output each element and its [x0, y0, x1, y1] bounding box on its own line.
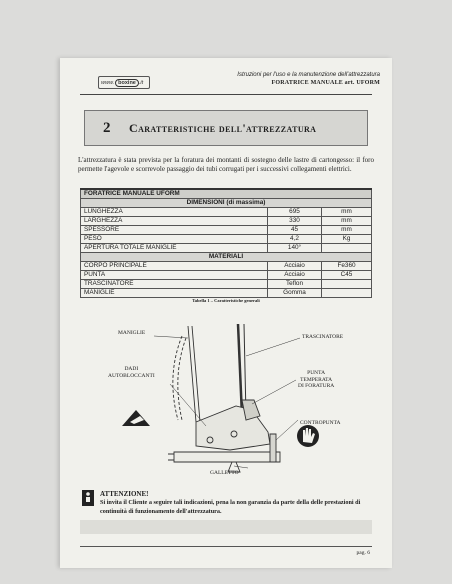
- gloves-required-icon: [297, 425, 319, 447]
- table-row: LARGHEZZA 330 mm: [81, 217, 372, 226]
- table-row: SPESSORE 45 mm: [81, 226, 372, 235]
- section-number: 2: [103, 119, 111, 136]
- tool-diagram: [70, 316, 382, 484]
- footer-band: [80, 520, 372, 534]
- table-row: TRASCINATORE Teflon: [81, 280, 372, 289]
- page-header: [80, 70, 380, 94]
- drill-illustration: [70, 316, 382, 484]
- label-trascinatore: TRASCINATORE: [302, 334, 344, 340]
- table-row: LUNGHEZZA 695 mm: [81, 208, 372, 217]
- label-maniglie: MANIGLIE: [118, 330, 146, 336]
- section-heading: [84, 110, 368, 146]
- hand-warning-icon: [122, 410, 150, 426]
- section-title: Caratteristiche dell'attrezzatura: [129, 120, 317, 135]
- handle-opening-arc: [173, 336, 182, 420]
- header-manual-title: Istruzioni per l'uso e la manutenzione dell'attrezzatura: [237, 72, 380, 78]
- table-row: PUNTA Acciaio C45: [81, 271, 372, 280]
- table-row: PESO 4,2 Kg: [81, 235, 372, 244]
- document-page: [60, 58, 392, 568]
- brand-logo: www. boxine .it: [98, 76, 150, 89]
- materials-header: MATERIALI: [81, 253, 372, 262]
- footer-divider: [80, 546, 372, 547]
- header-divider: [80, 94, 372, 95]
- base-bar-shape: [174, 452, 280, 462]
- table-row: APERTURA TOTALE MANIGLIE 140°: [81, 244, 372, 253]
- intro-paragraph: L'attrezzatura è stata prevista per la foratura dei montanti di sostegno delle lastre di cartongesso: il foro permette l'agevole e scorrevole passaggio dei tubi corrugati per i successivi collegamenti elettrici.: [78, 156, 374, 174]
- label-galletto: GALLETTO: [210, 470, 239, 476]
- warning-person-icon: [82, 490, 94, 506]
- left-handle-shape: [188, 326, 196, 422]
- label-dadi-autobloccanti: DADI AUTOBLOCCANTI: [108, 366, 155, 379]
- table-caption: Tabella 1 – Caratteristiche generali: [192, 298, 260, 303]
- specifications-table: [80, 188, 372, 298]
- header-product-name: FORATRICE MANUALE art. UFORM: [271, 80, 380, 86]
- attention-title: ATTENZIONE!: [100, 490, 149, 498]
- table-title: FORATRICE MANUALE UFORM: [81, 189, 372, 199]
- table-row: CORPO PRINCIPALE Acciaio Fe360: [81, 262, 372, 271]
- right-handle-shape: [238, 324, 242, 416]
- attention-text: Si invita il Cliente a seguire tali indicazioni, pena la non garanzia da parte della delle prestazioni di continuità di funzionamento dell'attrezzatura.: [100, 499, 361, 515]
- label-punta-temperata: PUNTA TEMPERATA DI FORATURA: [298, 370, 335, 389]
- dimensions-header: DIMENSIONI (di massima): [81, 199, 372, 208]
- table-row: MANIGLIE Gomma: [81, 289, 372, 298]
- label-contropunta: CONTROPUNTA: [300, 420, 341, 426]
- page-number: pag. 6: [356, 550, 370, 556]
